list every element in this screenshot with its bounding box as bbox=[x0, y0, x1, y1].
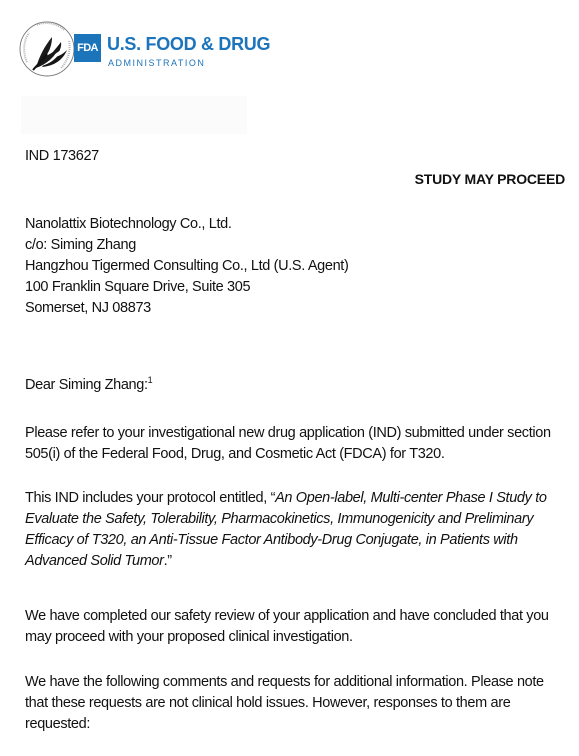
protocol-title: Advanced Solid Tumor bbox=[25, 553, 164, 569]
protocol-title: Efficacy of T320, an Anti-Tissue Factor Antibody-Drug Conjugate, in Patients with bbox=[25, 532, 518, 548]
address-line: Hangzhou Tigermed Consulting Co., Ltd (U.S. Agent) bbox=[25, 258, 349, 274]
paragraph-line bbox=[25, 488, 565, 509]
paragraph-line: We have the following comments and requests for additional information. Please note bbox=[25, 674, 544, 690]
salutation bbox=[25, 375, 565, 396]
safety-review-paragraph bbox=[25, 606, 565, 648]
recipient-address bbox=[25, 214, 565, 319]
protocol-title: Evaluate the Safety, Tolerability, Pharmacokinetics, Immunogenicity and Preliminary bbox=[25, 511, 534, 527]
paragraph-line bbox=[25, 551, 565, 572]
protocol-paragraph bbox=[25, 488, 565, 572]
hhs-eagle-seal-icon bbox=[18, 19, 76, 79]
paragraph-line: may proceed with your proposed clinical investigation. bbox=[25, 629, 353, 645]
reference-paragraph bbox=[25, 423, 565, 465]
fda-logo-box: FDA bbox=[74, 34, 101, 62]
agency-subtitle: ADMINISTRATION bbox=[108, 58, 206, 68]
paragraph-line: requested: bbox=[25, 716, 91, 732]
ind-number: IND 173627 bbox=[25, 148, 99, 164]
address-line: Nanolattix Biotechnology Co., Ltd. bbox=[25, 216, 232, 232]
paragraph-line: We have completed our safety review of your application and have concluded that you bbox=[25, 608, 549, 624]
fda-letterhead bbox=[18, 19, 271, 89]
protocol-title: An Open-label, Multi-center Phase I Study to bbox=[275, 490, 547, 506]
paragraph-line: that these requests are not clinical hold issues. However, responses to them are bbox=[25, 695, 511, 711]
agency-name: U.S. FOOD & DRUG bbox=[107, 34, 271, 54]
study-decision: STUDY MAY PROCEED bbox=[414, 171, 565, 187]
comments-paragraph bbox=[25, 672, 565, 735]
letterhead-divider bbox=[21, 96, 247, 134]
footnote-marker: 1 bbox=[147, 375, 153, 386]
address-line: Somerset, NJ 08873 bbox=[25, 300, 151, 316]
salutation-text: Dear Siming Zhang: bbox=[25, 377, 148, 393]
protocol-intro: This IND includes your protocol entitled, “ bbox=[25, 490, 276, 506]
paragraph-line: 505(i) of the Federal Food, Drug, and Cosmetic Act (FDCA) for T320. bbox=[25, 446, 445, 462]
paragraph-line: Please refer to your investigational new drug application (IND) submitted under section bbox=[25, 425, 551, 441]
address-line: c/o: Siming Zhang bbox=[25, 237, 136, 253]
address-line: 100 Franklin Square Drive, Suite 305 bbox=[25, 279, 251, 295]
protocol-closing: .” bbox=[163, 553, 172, 569]
